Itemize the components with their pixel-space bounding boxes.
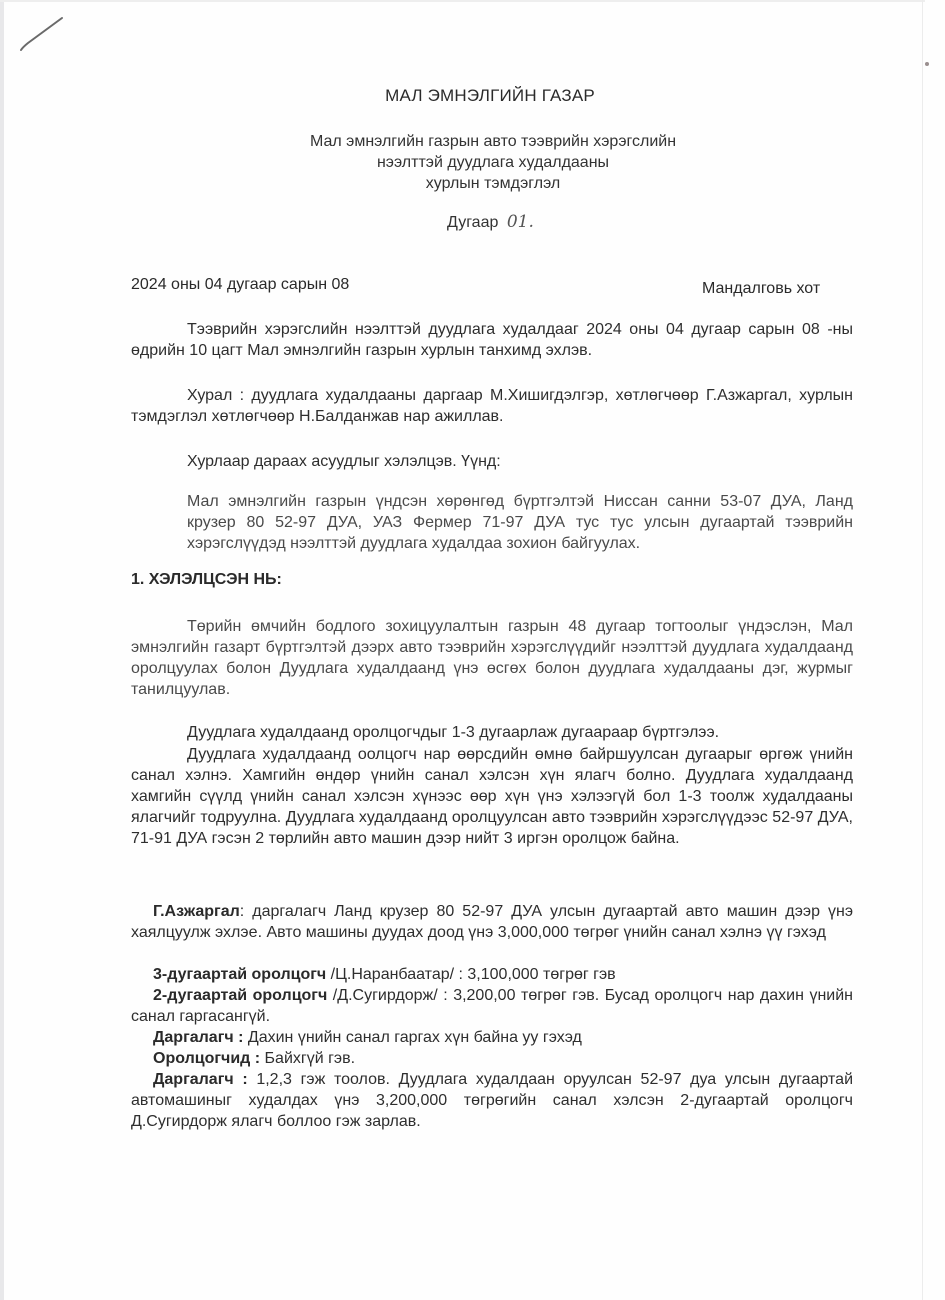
speaker-name: Оролцогчид : [153, 1050, 261, 1067]
speaker-name: 2-дугаартай оролцогч [153, 987, 328, 1004]
exchange-entry [131, 1069, 853, 1132]
subtitle-line: хурлын тэмдэглэл [425, 175, 561, 192]
speaker-name: Г.Азжаргал [153, 903, 240, 920]
section-paragraph: Дуудлага худалдаанд оолцогч нар өөрсдийн өмнө байршуулсан дугаарыг өргөж үнийн санал хэлнэ. Хамгийн өндөр үнийн санал хэлсэн хүн ялагч болно. Дуудлага худалдаанд хамгийн сүүлд үнийн санал хэлсэн хүнээс өөр хүн үнэ хэлээгүй бол 1-3 тоолж худалдааны ялагчийг тодруулна. Дуудлага худалдаанд оролцуулсан авто тээврийн хэрэгслүүдээс 52-97 ДУА, 71-91 ДУА гэсэн 2 төрлийн авто машин дээр нийт 3 иргэн оролцож байна. [131, 746, 853, 847]
paragraph-officials: Хурал : дуудлага худалдааны даргаар М.Хишигдэлгэр, хөтлөгчөөр Г.Азжаргал, хурлын тэмдэглэл хөтлөгчөөр Н.Балданжав нар ажиллав. [131, 387, 853, 425]
exchange-entry [131, 901, 853, 943]
document-subtitle [0, 131, 945, 194]
speaker-name: Даргалагч : [153, 1029, 244, 1046]
exchange-entry [131, 964, 853, 985]
exchange-entry [131, 1048, 853, 1069]
document-number [447, 212, 534, 232]
number-value-handwritten: 01. [506, 212, 534, 232]
section-heading: 1. ХЭЛЭЛЦСЭН НЬ: [131, 571, 282, 588]
paragraph-opening: Тээврийн хэрэгслийн нээлттэй дуудлага худалдааг 2024 оны 04 дугаар сарын 08 -ны өдрийн 10 цагт Мал эмнэлгийн газрын хурлын танхимд эхлэв. [131, 321, 853, 359]
exchange-text: /Д.Сугирдорж/ : 3,200,00 төгрөг гэв. Бусад оролцогч нар дахин үнийн санал гаргасангүй. [131, 987, 854, 1025]
scan-right-edge [922, 0, 923, 1300]
pen-stroke-mark-icon [18, 14, 64, 54]
paragraph-agenda-intro: Хурлаар дараах асуудлыг хэлэлцэв. Үүнд: [187, 453, 501, 470]
section-paragraph: Дуудлага худалдаанд оролцогчдыг 1-3 дугаарлаж дугаараар бүртгэлээ. [187, 724, 720, 741]
speaker-separator: : [239, 903, 245, 920]
organization-title: МАЛ ЭМНЭЛГИЙН ГАЗАР [385, 86, 595, 105]
scan-top-edge [0, 0, 925, 2]
section-paragraph: Төрийн өмчийн бодлого зохицуулалтын газрын 48 дугаар тогтоолыг үндэслэн, Мал эмнэлгийн газарт бүртгэлтэй дээрх авто тээврийн хэрэгслүүдийг нээлттэй дуудлага худалдаанд оролцуулах болон Дуудлага худалдаанд үнэ өсгөх болон дуудлага худалдааны дэг, журмыг танилцуулав. [131, 618, 853, 698]
document-date: 2024 оны 04 дугаар сарын 08 [131, 276, 350, 293]
exchange-text: Байхгүй гэв. [260, 1050, 356, 1067]
speaker-name: 3-дугаартай оролцогч [153, 966, 327, 983]
document-place: Мандалговь хот [702, 280, 821, 297]
subtitle-line: нээлттэй дуудлага худалдааны [376, 154, 610, 171]
number-label: Дугаар [447, 214, 499, 231]
exchange-text: Дахин үнийн санал гаргах хүн байна уу гэхэд [243, 1029, 582, 1046]
exchange-text: даргалагч Ланд крузер 80 52-97 ДУА улсын дугаартай авто машин дээр үнэ хаялцуулж эхлэе. Авто машины дуудах доод үнэ 3,000,000 төгрөг үнийн санал хэлнэ үү гэхэд [131, 903, 853, 941]
paragraph-agenda-item: Мал эмнэлгийн газрын үндсэн хөрөнгөд бүртгэлтэй Ниссан санни 53-07 ДУА, Ланд крузер 80 52-97 ДУА, УАЗ Фермер 71-97 ДУА тус тус улсын дугаартай тээврийн хэрэгслүүдэд нээлттэй дуудлага худалдаа зохион байгуулах. [187, 493, 853, 552]
exchange-text: 1,2,3 гэж тоолов. Дуудлага худалдаан оруулсан 52-97 дуа улсын дугаартай автомашиныг худалдах үнэ 3,200,000 төгрөгийн санал хэлсэн 2-дугаартай оролцогч Д.Сугирдорж ялагч боллоо гэж зарлав. [131, 1071, 854, 1130]
scan-speck [925, 62, 929, 66]
speaker-name: Даргалагч : [153, 1071, 248, 1088]
exchange-entry [131, 1027, 853, 1048]
scan-left-edge [0, 0, 4, 1300]
exchange-entry [131, 985, 853, 1027]
subtitle-line: Мал эмнэлгийн газрын авто тээврийн хэрэгслийн [309, 133, 677, 150]
exchange-text: /Ц.Наранбаатар/ : 3,100,000 төгрөг гэв [326, 966, 616, 983]
